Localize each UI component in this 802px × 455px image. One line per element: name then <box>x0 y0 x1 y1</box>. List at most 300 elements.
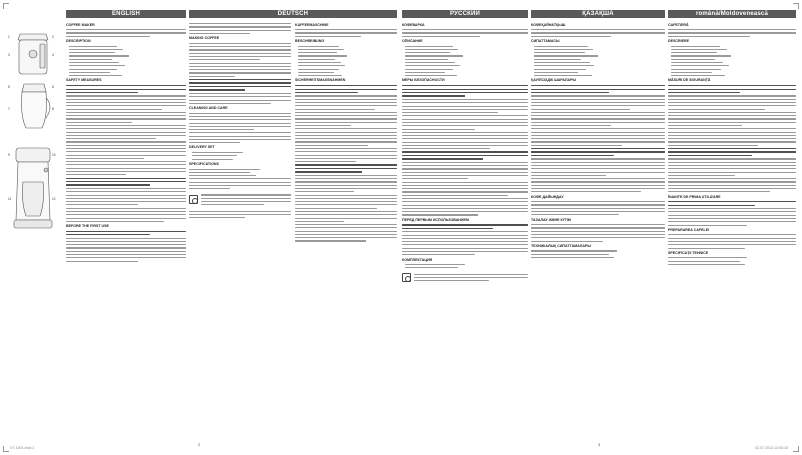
body-text-line <box>66 191 186 192</box>
body-text-line <box>668 122 796 123</box>
body-text-line <box>405 55 463 56</box>
body-text-line <box>295 181 397 182</box>
body-text-line <box>668 218 796 219</box>
body-text-line <box>69 75 122 76</box>
lang-header-romanian: română/Moldovenească <box>668 10 796 18</box>
body-text-line <box>295 234 397 235</box>
body-text-line <box>295 224 397 225</box>
body-text-line <box>201 201 291 202</box>
body-text-line <box>298 46 339 47</box>
body-text-line <box>69 55 129 56</box>
carafe-shape <box>22 92 47 128</box>
body-text-line <box>531 158 665 159</box>
body-text-line <box>69 65 125 66</box>
body-text-line <box>295 198 397 199</box>
body-text-line <box>66 195 186 196</box>
body-text-line <box>189 185 291 186</box>
body-text-line <box>66 181 186 182</box>
body-text-line <box>531 168 665 169</box>
body-text-line <box>531 237 665 238</box>
body-text-line <box>668 234 796 235</box>
body-text-line <box>295 221 344 222</box>
body-text-line <box>295 155 397 156</box>
body-text-line <box>402 178 468 179</box>
body-text-line <box>402 191 528 192</box>
section-title: ТЕХНИКАЛЫҚ СИПАТТАМАЛАРЫ <box>531 243 591 248</box>
body-text-line <box>66 99 186 100</box>
body-text-line <box>295 99 397 100</box>
body-text-line <box>66 85 186 86</box>
body-text-line <box>295 32 397 33</box>
body-text-line <box>189 63 291 64</box>
body-text-line <box>66 221 164 222</box>
section-title: СИПАТТАМАСЫ <box>531 39 560 44</box>
body-text-line <box>189 53 291 54</box>
body-text-line <box>189 46 291 47</box>
column-russian <box>402 21 528 441</box>
body-text-line <box>405 46 453 47</box>
body-text-line <box>534 52 585 53</box>
column-deutsch-b <box>295 21 397 441</box>
body-text-line <box>66 109 162 110</box>
notice-text <box>414 271 528 283</box>
body-text-line <box>668 201 796 202</box>
body-text-line <box>402 132 528 133</box>
body-text-line <box>534 69 586 70</box>
body-text-line <box>668 257 747 258</box>
hotplate-base-shape <box>14 220 52 228</box>
body-text-line <box>66 105 186 106</box>
body-text-line <box>668 244 796 245</box>
body-text-line <box>66 122 132 123</box>
recycling-bin-icon <box>189 195 198 204</box>
body-text-line <box>295 214 397 215</box>
body-text-line <box>668 132 796 133</box>
body-text-line <box>668 208 796 209</box>
body-text-line <box>668 99 796 100</box>
body-text-line <box>66 155 186 156</box>
body-text-line <box>531 99 665 100</box>
section-title: CAFETIERĂ <box>668 22 689 27</box>
body-text-line <box>295 188 397 189</box>
body-text-line <box>298 65 345 66</box>
body-text-line <box>66 234 150 235</box>
body-text-line <box>531 118 665 119</box>
body-text-line <box>295 227 397 228</box>
body-text-line <box>66 161 186 162</box>
callout-6: 6 <box>52 85 54 89</box>
body-text-line <box>531 188 665 189</box>
body-text-line <box>66 247 186 248</box>
body-text-line <box>66 208 186 209</box>
body-text-line <box>295 171 362 172</box>
section-title: ÎNAINTE DE PRIMA UTILIZARE <box>668 194 721 199</box>
body-text-line <box>189 136 291 137</box>
body-text-line <box>189 178 291 179</box>
body-text-line <box>668 109 765 110</box>
body-text-line <box>66 32 186 33</box>
body-text-line <box>69 46 117 47</box>
body-text-line <box>295 125 351 126</box>
body-text-line <box>531 128 665 129</box>
body-text-line <box>414 280 489 281</box>
body-text-line <box>189 116 291 117</box>
section-title: КОФЕ ДАЙЫНДАУ <box>531 194 564 199</box>
body-text-line <box>405 62 455 63</box>
body-text-line <box>414 274 528 275</box>
body-text-line <box>668 95 796 96</box>
body-text-line <box>295 85 397 86</box>
body-text-line <box>189 103 271 104</box>
body-text-line <box>69 59 112 60</box>
body-text-line <box>295 240 366 241</box>
body-text-line <box>189 93 291 94</box>
body-text-line <box>295 208 377 209</box>
page-number-right: 3 <box>598 442 601 447</box>
body-text-line <box>201 194 291 195</box>
body-text-line <box>66 174 126 175</box>
body-text-line <box>66 188 186 189</box>
body-text-line <box>531 145 622 146</box>
carafe-lid-shape <box>22 84 46 92</box>
body-text-line <box>66 29 186 30</box>
section-title: ОПИСАНИЕ <box>402 39 423 44</box>
body-text-line <box>66 112 186 113</box>
body-text-line <box>402 112 498 113</box>
body-text-line <box>531 204 665 205</box>
body-text-line <box>668 125 742 126</box>
filter-holder-shape <box>29 50 37 58</box>
body-text-line <box>402 224 528 225</box>
section-title: MĂSURI DE SIGURANŢĂ <box>668 78 711 83</box>
section-title: МЕРЫ БЕЗОПАСНОСТИ <box>402 78 445 83</box>
body-text-line <box>534 75 592 76</box>
body-text-line <box>668 155 752 156</box>
body-text-line <box>295 105 397 106</box>
body-text-line <box>534 46 588 47</box>
body-text-line <box>405 65 460 66</box>
body-text-line <box>405 267 458 268</box>
body-text-line <box>531 185 665 186</box>
body-text-line <box>531 208 665 209</box>
body-text-line <box>66 132 186 133</box>
body-text-line <box>534 62 590 63</box>
section-title: DESCRIERE <box>668 39 689 44</box>
body-text-line <box>295 191 354 192</box>
body-text-line <box>668 36 750 37</box>
body-text-line <box>668 148 796 149</box>
body-text-line <box>402 109 528 110</box>
body-text-line <box>66 241 186 242</box>
body-text-line <box>66 118 186 119</box>
body-text-line <box>295 112 397 113</box>
body-text-line <box>66 231 186 232</box>
body-text-line <box>668 215 796 216</box>
body-text-line <box>531 211 665 212</box>
body-text-line <box>668 158 796 159</box>
body-text-line <box>402 172 528 173</box>
print-slug-date: 02.07.2013 13:05:15 <box>755 446 788 450</box>
body-text-line <box>402 162 528 163</box>
body-text-line <box>192 159 233 160</box>
body-text-line <box>189 59 260 60</box>
callout-9: 9 <box>8 153 10 157</box>
body-text-line <box>531 175 606 176</box>
body-text-line <box>66 244 186 245</box>
body-text-line <box>668 138 796 139</box>
body-text-line <box>668 115 796 116</box>
body-text-line <box>295 135 397 136</box>
body-text-line <box>66 178 186 179</box>
body-text-line <box>66 36 150 37</box>
section-title: DELIVERY SET <box>189 145 215 150</box>
body-text-line <box>402 231 528 232</box>
body-text-line <box>295 132 397 133</box>
body-text-line <box>405 72 445 73</box>
body-text-line <box>189 33 250 34</box>
body-text-line <box>531 172 665 173</box>
callout-1: 1 <box>8 35 10 39</box>
body-text-line <box>66 128 186 129</box>
body-text-line <box>66 148 186 149</box>
body-text-line <box>295 161 356 162</box>
body-text-line <box>66 115 186 116</box>
section-title: ПЕРЕД ПЕРВЫМ ИСПОЛЬЗОВАНИЕМ <box>402 217 469 222</box>
body-text-line <box>668 185 796 186</box>
body-text-line <box>402 122 528 123</box>
body-text-line <box>298 62 341 63</box>
body-text-line <box>66 251 186 252</box>
body-text-line <box>295 118 397 119</box>
body-text-line <box>189 188 230 189</box>
body-text-line <box>402 211 528 212</box>
notice-text <box>201 192 291 207</box>
section-title: SPECIFICATIONS <box>189 161 219 166</box>
body-text-line <box>66 204 138 205</box>
body-text-line <box>531 95 665 96</box>
section-title: ТАЗАЛАУ ЖӘНЕ КҮТІМ <box>531 217 571 222</box>
body-text-line <box>69 49 123 50</box>
body-text-line <box>189 126 291 127</box>
lang-header-russian: РУССКИЙ <box>402 10 528 18</box>
body-text-line <box>668 162 796 163</box>
crop-mark <box>793 446 799 452</box>
body-text-line <box>531 155 614 156</box>
callout-2: 2 <box>52 35 54 39</box>
body-text-line <box>531 109 630 110</box>
section-title: ҚАУІПСІЗДІК ШАРАЛАРЫ <box>531 78 577 83</box>
body-text-line <box>66 171 186 172</box>
body-text-line <box>534 55 598 56</box>
body-text-line <box>405 59 448 60</box>
column-deutsch-a <box>189 21 291 441</box>
section-title: КОФЕВАРКА <box>402 22 425 27</box>
callout-10: 10 <box>52 153 56 157</box>
body-text-line <box>402 208 528 209</box>
body-text-line <box>531 132 665 133</box>
body-text-line <box>531 92 609 93</box>
body-text-line <box>668 225 747 226</box>
body-text-line <box>295 237 397 238</box>
body-text-line <box>66 92 138 93</box>
callout-7: 7 <box>8 107 10 111</box>
body-text-line <box>402 125 528 126</box>
body-text-line <box>668 145 758 146</box>
body-text-line <box>66 257 186 258</box>
body-text-line <box>531 227 665 228</box>
section-title: BESCHREIBUNG <box>295 39 325 44</box>
body-text-line <box>402 89 528 90</box>
recycling-notice <box>402 271 528 283</box>
body-text-line <box>295 36 361 37</box>
body-text-line <box>405 49 458 50</box>
body-text-line <box>531 201 665 202</box>
body-text-line <box>668 112 796 113</box>
body-text-line <box>531 148 665 149</box>
body-text-line <box>66 238 186 239</box>
coffee-maker-illustration <box>6 20 60 260</box>
body-text-line <box>402 158 483 159</box>
body-text-line <box>531 102 665 103</box>
body-text-line <box>69 69 117 70</box>
body-text-line <box>402 36 480 37</box>
body-text-line <box>668 188 796 189</box>
section-title: SPECIFICAŢII TEHNICE <box>668 250 709 255</box>
body-text-line <box>402 115 528 116</box>
body-text-line <box>402 102 528 103</box>
body-text-line <box>531 181 665 182</box>
body-text-line <box>402 145 528 146</box>
section-title: BEFORE THE FIRST USE <box>66 224 109 229</box>
body-text-line <box>402 138 528 139</box>
body-text-line <box>402 185 528 186</box>
body-text-line <box>531 29 665 30</box>
column-english <box>66 21 186 441</box>
body-text-line <box>402 228 493 229</box>
body-text-line <box>66 138 156 139</box>
carafe-in-place-shape <box>22 182 43 216</box>
body-text-line <box>298 49 344 50</box>
body-text-line <box>189 139 291 140</box>
callout-5: 5 <box>8 85 10 89</box>
body-text-line <box>295 204 397 205</box>
body-text-line <box>295 195 397 196</box>
body-text-line <box>405 75 457 76</box>
body-text-line <box>189 86 291 87</box>
body-text-line <box>189 182 291 183</box>
body-text-line <box>189 79 291 80</box>
body-text-line <box>668 191 770 192</box>
body-text-line <box>402 248 528 249</box>
body-text-line <box>534 72 578 73</box>
body-text-line <box>531 257 614 258</box>
switch-shape <box>44 168 48 172</box>
body-text-line <box>671 52 717 53</box>
body-text-line <box>531 178 665 179</box>
body-text-line <box>402 235 528 236</box>
body-text-line <box>295 138 397 139</box>
body-text-line <box>295 145 368 146</box>
body-text-line <box>668 89 796 90</box>
body-text-line <box>295 168 397 169</box>
body-text-line <box>531 254 609 255</box>
body-text-line <box>189 49 291 50</box>
body-text-line <box>405 264 465 265</box>
body-text-line <box>531 115 665 116</box>
body-text-line <box>295 151 397 152</box>
body-text-line <box>531 231 665 232</box>
body-text-line <box>295 102 397 103</box>
body-text-line <box>189 211 291 212</box>
body-text-line <box>298 52 337 53</box>
body-text-line <box>531 105 665 106</box>
body-text-line <box>531 162 665 163</box>
body-text-line <box>295 201 397 202</box>
body-text-line <box>295 178 397 179</box>
recycling-notice <box>189 192 291 207</box>
body-text-line <box>189 89 245 90</box>
section-title: КОМПЛЕКТАЦИЯ <box>402 257 433 262</box>
body-text-line <box>189 214 291 215</box>
body-text-line <box>671 75 725 76</box>
lang-header-deutsch: DEUTSCH <box>189 10 397 18</box>
body-text-line <box>668 261 740 262</box>
body-text-line <box>298 55 347 56</box>
body-text-line <box>402 32 528 33</box>
body-text-line <box>668 29 796 30</box>
body-text-line <box>201 204 264 205</box>
body-text-line <box>402 254 475 255</box>
body-text-line <box>402 201 528 202</box>
column-romanian <box>668 21 796 441</box>
body-text-line <box>668 264 745 265</box>
body-text-line <box>69 52 115 53</box>
body-text-line <box>668 172 796 173</box>
body-text-line <box>189 142 240 143</box>
body-text-line <box>668 135 796 136</box>
body-text-line <box>402 148 490 149</box>
body-text-line <box>531 214 619 215</box>
body-text-line <box>402 129 475 130</box>
body-text-line <box>295 92 358 93</box>
crop-mark <box>3 446 9 452</box>
callout-11: 11 <box>8 197 12 201</box>
body-text-line <box>668 175 735 176</box>
body-text-line <box>668 32 796 33</box>
body-text-line <box>189 43 291 44</box>
body-text-line <box>531 138 665 139</box>
body-text-line <box>66 218 186 219</box>
body-text-line <box>189 66 291 67</box>
body-text-line <box>668 248 745 249</box>
body-text-line <box>66 95 186 96</box>
body-text-line <box>295 115 397 116</box>
body-text-line <box>66 145 186 146</box>
body-text-line <box>671 65 729 66</box>
body-text-line <box>531 85 665 86</box>
body-text-line <box>531 135 665 136</box>
body-text-line <box>295 109 375 110</box>
body-text-line <box>402 214 478 215</box>
body-text-line <box>402 188 528 189</box>
body-text-line <box>295 141 397 142</box>
callout-4: 4 <box>52 53 54 57</box>
callout-12: 12 <box>52 197 56 201</box>
body-text-line <box>295 218 397 219</box>
body-text-line <box>402 165 528 166</box>
body-text-line <box>295 158 397 159</box>
body-text-line <box>66 89 186 90</box>
